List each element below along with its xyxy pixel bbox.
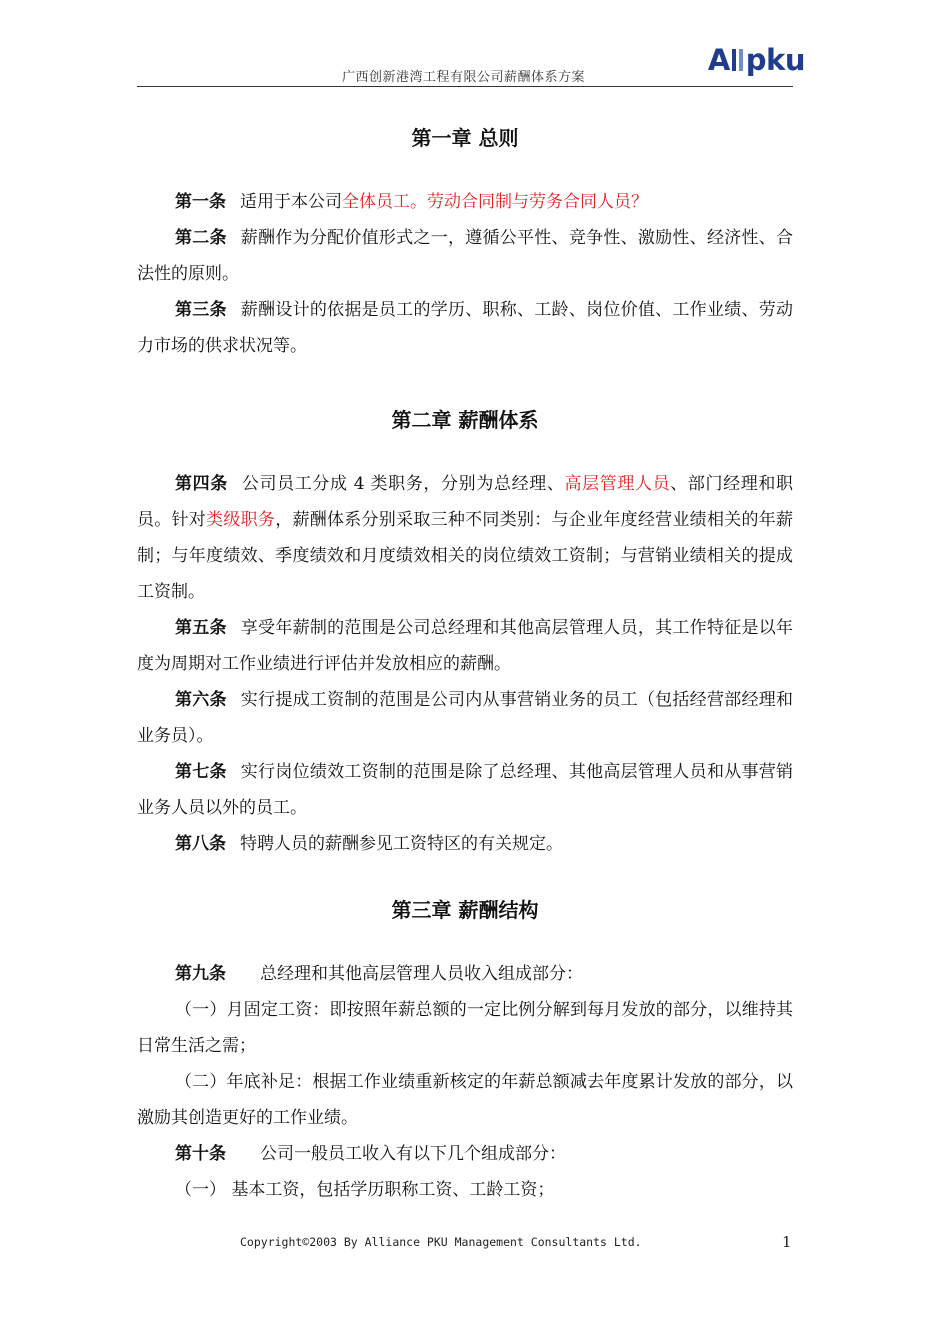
article-10-text: 公司一般员工收入有以下几个组成部分： [260,1144,566,1164]
article-7-text: 实行岗位绩效工资制的范围是除了总经理、其他高层管理人员和从事营销业务人员以外的员工。 [137,762,794,818]
header-title: 广西创新港湾工程有限公司薪酬体系方案 [342,70,586,85]
article-4-text-1: 公司员工分成 4 类职务，分别为总经理、 [241,474,565,494]
logo-bars-icon [732,49,743,71]
article-1-text: 适用于本公司 [240,192,342,212]
article-4-highlight-2: 类级职务 [206,510,276,530]
article-2-text: 薪酬作为分配价值形式之一，遵循公平性、竞争性、激励性、经济性、合法性的原则。 [137,228,794,284]
chapter-1-title: 第一章 总则 [411,126,519,150]
article-4-label: 第四条 [175,474,228,494]
article-2-label: 第二条 [175,228,227,248]
article-1 [137,184,793,220]
article-7 [137,754,793,826]
article-1-comment: 全体员工。劳动合同制与劳务合同人员？ [342,192,648,212]
document-body [137,120,793,1208]
article-3-text: 薪酬设计的依据是员工的学历、职称、工龄、岗位价值、工作业绩、劳动力市场的供求状况等。 [137,300,794,356]
logo-letters-pku: pku [745,43,805,77]
page-number: 1 [782,1233,792,1251]
article-9 [137,956,793,992]
chapter-2-title: 第二章 薪酬体系 [391,408,539,432]
article-5-label: 第五条 [175,618,227,638]
article-4-highlight-1: 高层管理人员 [564,474,671,494]
alliance-pku-logo [707,43,805,77]
article-3-label: 第三条 [175,300,227,320]
article-1-label: 第一条 [175,192,226,212]
article-8 [137,826,793,862]
article-6-text: 实行提成工资制的范围是公司内从事营销业务的员工（包括经营部经理和业务员）。 [137,690,794,746]
article-9-label: 第九条 [175,964,226,984]
article-10-label: 第十条 [175,1144,226,1164]
article-6-label: 第六条 [175,690,227,710]
article-10-item-1: （一） 基本工资，包括学历职称工资、工龄工资； [175,1180,555,1200]
article-5-text: 享受年薪制的范围是公司总经理和其他高层管理人员，其工作特征是以年度为周期对工作业绩进行评估并发放相应的薪酬。 [137,618,794,674]
article-10 [137,1136,793,1172]
article-8-label: 第八条 [175,834,226,854]
footer-copyright: Copyright©2003 By Alliance PKU Management Consultants Ltd. [240,1235,642,1249]
article-6 [137,682,793,754]
article-9-text: 总经理和其他高层管理人员收入组成部分： [260,964,583,984]
article-4-text-3: ，薪酬体系分别采取三种不同类别：与企业年度经营业绩相关的年薪制；与年度绩效、季度绩效和月度绩效相关的岗位绩效工资制；与营销业绩相关的提成工资制。 [137,510,794,602]
article-8-text: 特聘人员的薪酬参见工资特区的有关规定。 [240,834,563,854]
article-4 [137,466,793,610]
logo-letter-a: A [707,43,730,77]
article-9-item-1: （一）月固定工资：即按照年薪总额的一定比例分解到每月发放的部分，以维持其日常生活之需； [137,1000,793,1056]
article-4-text-2: 、部门经理和职员。针对 [137,474,794,530]
article-5 [137,610,793,682]
chapter-3-title: 第三章 薪酬结构 [391,898,539,922]
article-7-label: 第七条 [175,762,227,782]
article-9-item-2: （二）年底补足：根据工作业绩重新核定的年薪总额减去年度累计发放的部分，以激励其创造更好的工作业绩。 [137,1072,793,1128]
article-3 [137,292,793,364]
article-2 [137,220,793,292]
page-header [137,43,805,87]
